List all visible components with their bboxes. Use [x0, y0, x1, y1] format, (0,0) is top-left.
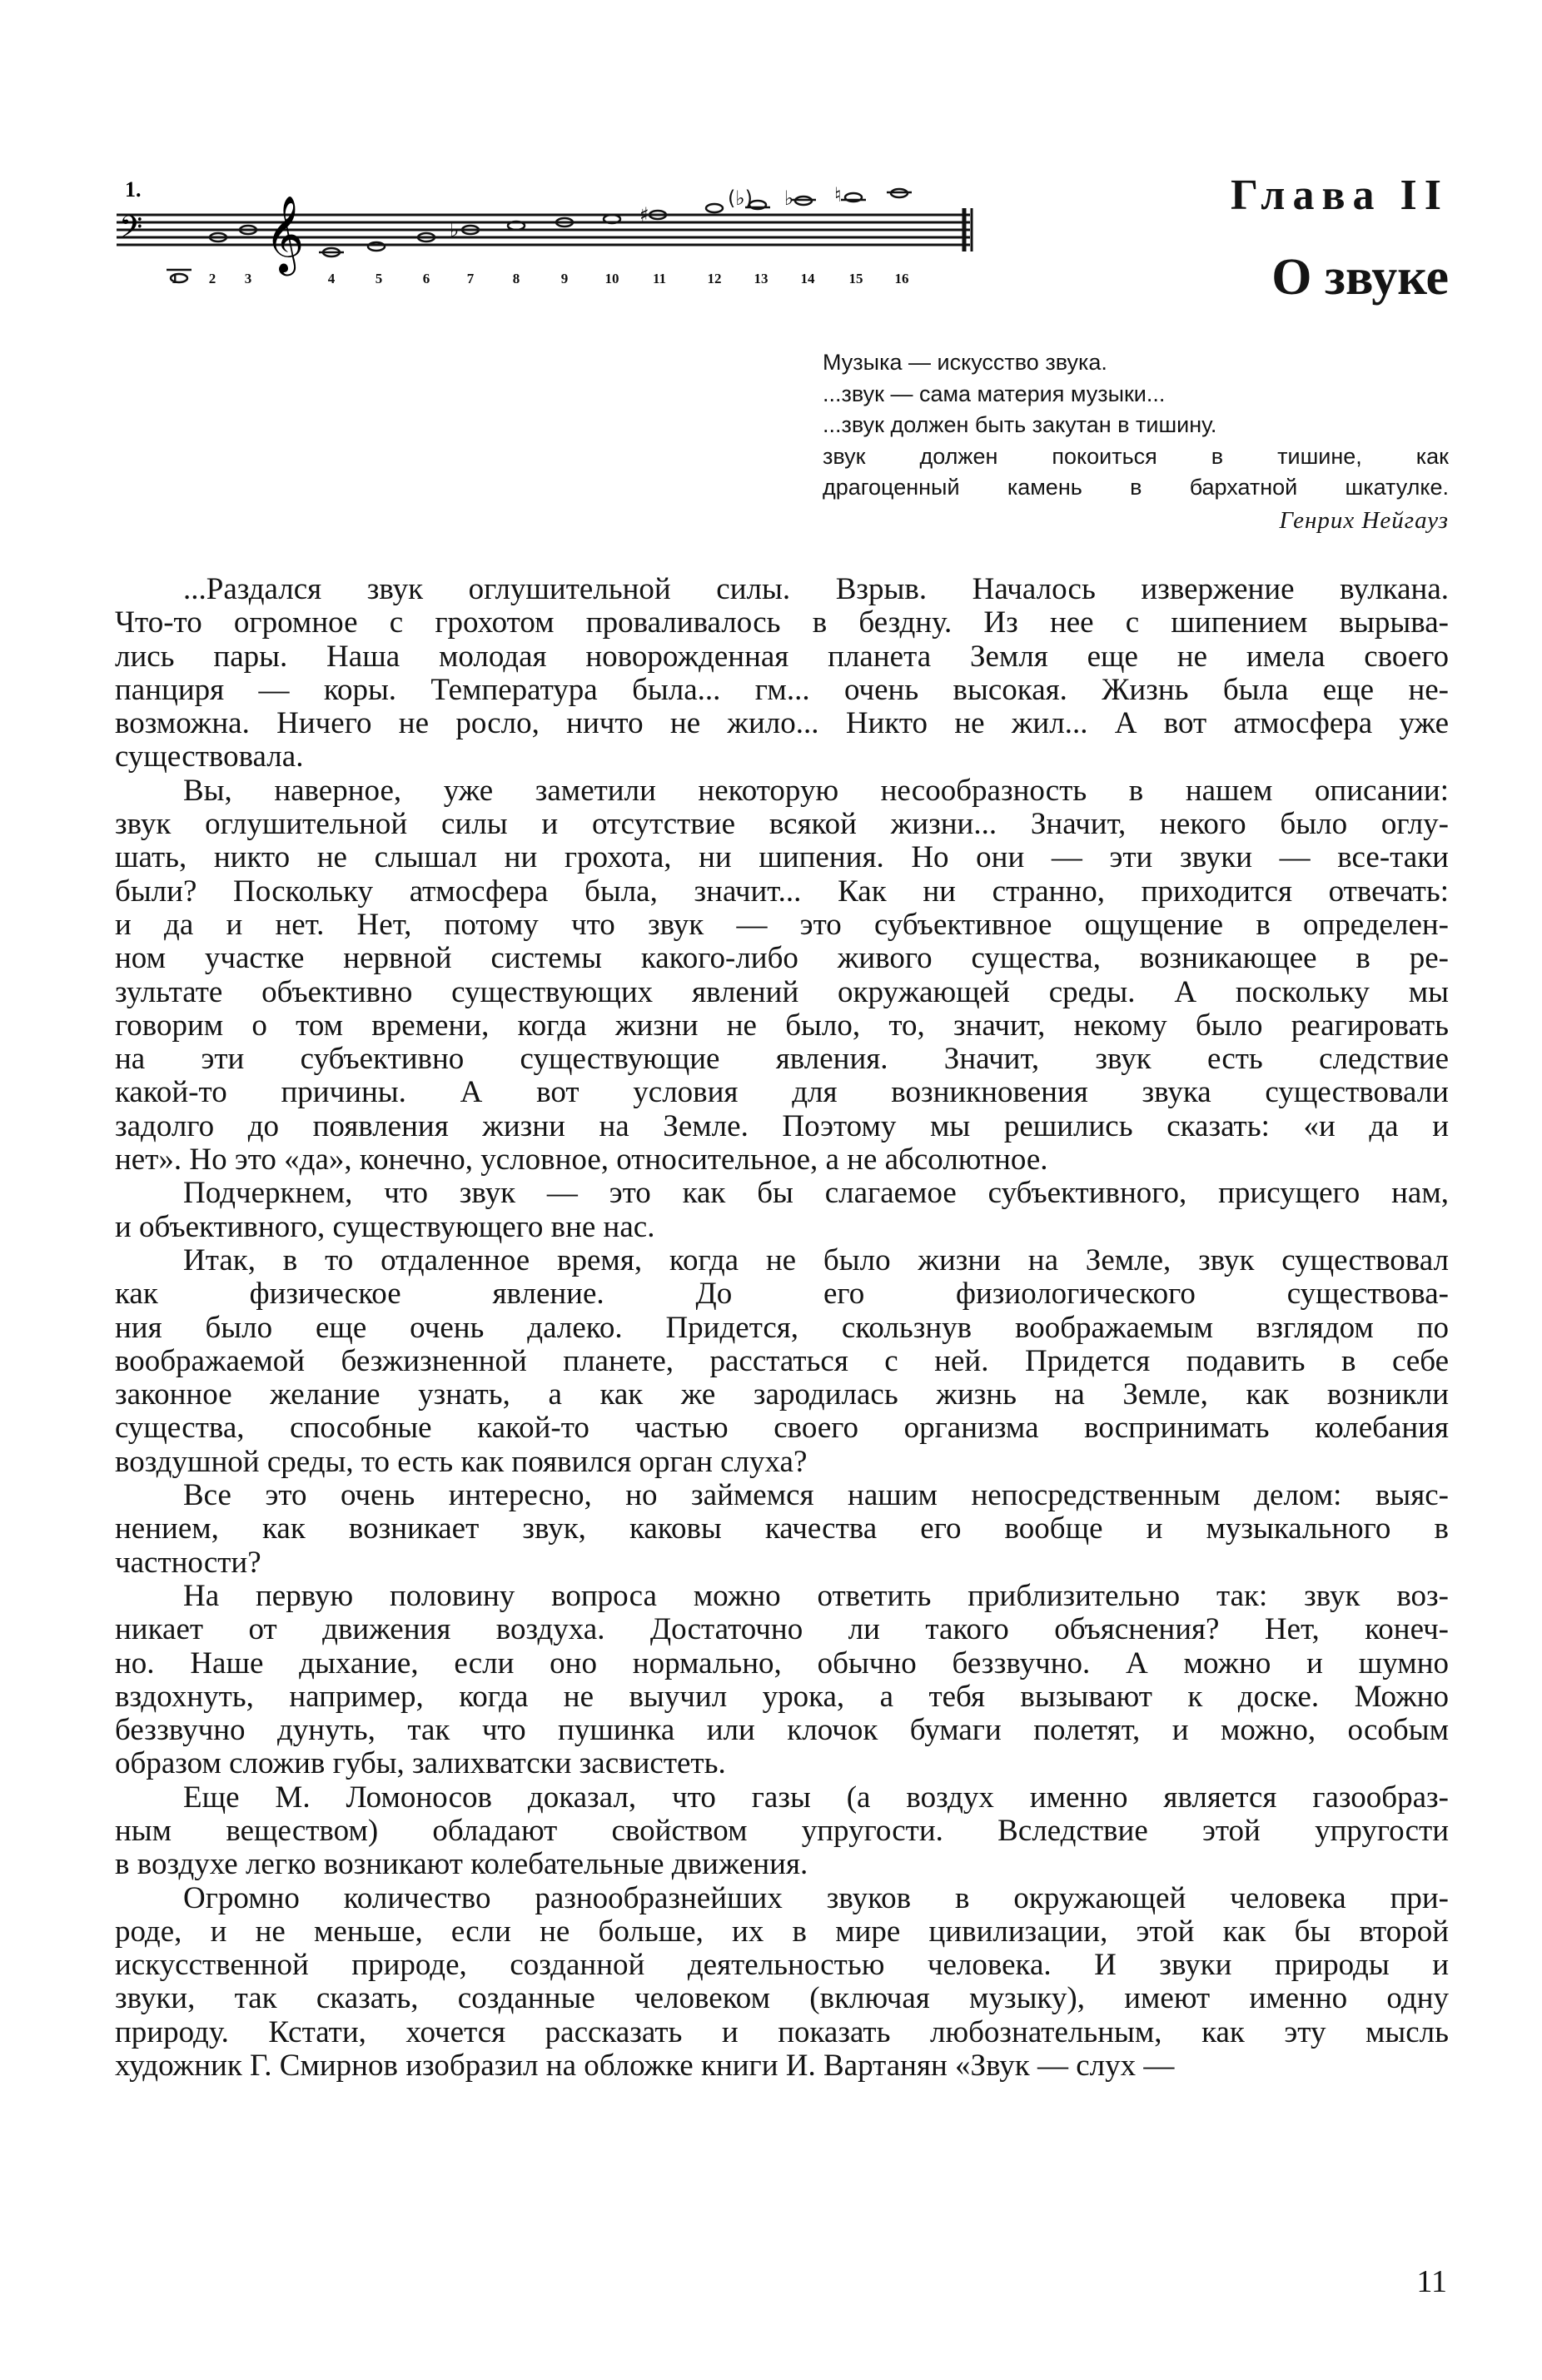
text-line: беззвучно дунуть, так что пушинка или клочок бумаги полетят, и можно, особым	[115, 1713, 1449, 1748]
text-line: на эти субъективно существующие явления. Значит, звук есть следствие	[115, 1042, 1449, 1077]
svg-text:♭: ♭	[450, 218, 460, 241]
treble-clef-icon: 𝄞	[265, 198, 305, 271]
bass-clef-icon: 𝄢	[119, 211, 143, 251]
epigraph-line: звук должен покоиться в тишине, как	[823, 443, 1449, 469]
epigraph	[823, 347, 1449, 536]
text-line: ...Раздался звук оглушительной силы. Взрыв. Началось извержение вулкана.	[183, 572, 1449, 606]
text-line: Вы, наверное, уже заметили некоторую несообразность в нашем описании:	[183, 773, 1449, 808]
text-line: и да и нет. Нет, потому что звук — это субъективное ощущение в определен-	[115, 907, 1449, 942]
note-number: 16	[894, 271, 909, 286]
paragraph	[115, 774, 1449, 1178]
text-line: никает от движения воздуха. Достаточно ли такого объяснения? Нет, конеч-	[115, 1612, 1449, 1647]
text-line: были? Поскольку атмосфера была, значит... Как ни странно, приходится отвечать:	[115, 874, 1449, 909]
chapter-title: О звуке	[1271, 249, 1449, 306]
text-line: и объективного, существующего вне нас.	[115, 1209, 655, 1244]
epigraph-author: Генрих Нейгауз	[1279, 506, 1449, 534]
text-line: воображаемой безжизненной планете, расстаться с ней. Придется подавить в себе	[115, 1343, 1449, 1378]
paragraph	[115, 1781, 1449, 1882]
text-line: в воздухе легко возникают колебательные движения.	[115, 1847, 808, 1882]
epigraph-line: ...звук должен быть закутан в тишину.	[823, 412, 1217, 437]
text-line: законное желание узнать, а как же зародилась жизнь на Земле, как возникли	[115, 1377, 1449, 1412]
note-number: 9	[560, 271, 569, 286]
note-number: 11	[652, 271, 667, 286]
text-line: как физическое явление. До его физиологического существова-	[115, 1277, 1449, 1312]
text-line: воздушной среды, то есть как появился орган слуха?	[115, 1444, 808, 1479]
text-line: звуки, так сказать, созданные человеком (включая музыку), имеют именно одну	[115, 1981, 1449, 2016]
svg-text:(♭): (♭)	[728, 187, 754, 210]
text-line: частности?	[115, 1545, 261, 1580]
text-line: художник Г. Смирнов изобразил на обложке книги И. Вартанян «Звук — слух —	[115, 2049, 1175, 2084]
text-line: Огромно количество разнообразнейших звуков в окружающей человека при-	[183, 1880, 1449, 1915]
note-number: 12	[707, 271, 722, 286]
text-line: Подчеркнем, что звук — это как бы слагаемое субъективного, присущего нам,	[183, 1176, 1449, 1211]
paragraph	[115, 573, 1449, 774]
text-line: вздохнуть, например, когда не выучил урока, а тебя вызывают к доске. Можно	[115, 1679, 1449, 1714]
text-line: искусственной природе, созданной деятельностью человека. И звуки природы и	[115, 1948, 1449, 1983]
text-line: существовала.	[115, 739, 304, 774]
body-text	[115, 573, 1449, 2083]
svg-text:♯: ♯	[639, 203, 649, 227]
text-line: лись пары. Наша молодая новорожденная планета Земля еще не имела своего	[115, 639, 1449, 674]
text-line: какой-то причины. А вот условия для возникновения звука существовали	[115, 1075, 1449, 1110]
paragraph	[115, 1177, 1449, 1244]
text-line: Еще М. Ломоносов доказал, что газы (а воздух именно является газообраз-	[183, 1780, 1449, 1815]
text-line: шать, никто не слышал ни грохота, ни шипения. Но они — эти звуки — все-таки	[115, 840, 1449, 875]
note-number: 2	[208, 271, 216, 286]
text-line: ния было еще очень далеко. Придется, скользнув воображаемым взглядом по	[115, 1310, 1449, 1345]
text-line: ном участке нервной системы какого-либо живого существа, возникающее в ре-	[115, 941, 1449, 976]
note-12	[706, 204, 723, 212]
note-number: 8	[512, 271, 520, 286]
text-line: панциря — коры. Температура была... гм... очень высокая. Жизнь была еще не-	[115, 672, 1449, 707]
text-line: но. Наше дыхание, если оно нормально, обычно беззвучно. А можно и шумно	[115, 1646, 1449, 1680]
epigraph-line: ...звук — сама материя музыки...	[823, 381, 1166, 406]
note-number: 3	[244, 271, 252, 286]
note-number: 1	[171, 271, 179, 286]
note-number: 10	[604, 271, 619, 286]
text-line: звук оглушительной силы и отсутствие всякой жизни... Значит, некого было оглу-	[115, 807, 1449, 842]
text-line: Все это очень интересно, но займемся нашим непосредственным делом: выяс-	[183, 1478, 1449, 1513]
text-line: говорим о том времени, когда жизни не было, то, значит, некому было реагировать	[115, 1008, 1449, 1043]
svg-text:♮: ♮	[834, 183, 842, 207]
text-line: существа, способные какой-то частью своего организма воспринимать колебания	[115, 1411, 1449, 1446]
epigraph-line: драгоценный камень в бархатной шкатулке.	[823, 475, 1449, 500]
note-number-row	[172, 271, 909, 286]
text-line: ным веществом) обладают свойством упругости. Вследствие этой упругости	[115, 1813, 1449, 1848]
text-line: Итак, в то отдаленное время, когда не было жизни на Земле, звук существовал	[183, 1242, 1449, 1277]
svg-text:♭: ♭	[784, 187, 794, 210]
note-number: 15	[848, 271, 863, 286]
page-number: 11	[1416, 2264, 1447, 2299]
paragraph	[115, 1882, 1449, 2084]
paragraph	[115, 1479, 1449, 1580]
staff-number: 1.	[125, 177, 142, 202]
text-line: нением, как возникает звук, каковы качества его вообще и музыкального в	[115, 1511, 1449, 1546]
text-line: На первую половину вопроса можно ответить приблизительно так: звук воз-	[183, 1578, 1449, 1613]
text-line: образом сложив губы, залихватски засвистеть.	[115, 1746, 726, 1781]
note-number: 5	[375, 271, 383, 286]
text-line: роде, и не меньше, если не больше, их в мире цивилизации, этой как бы второй	[115, 1914, 1449, 1949]
note-number: 7	[466, 271, 475, 286]
note-number: 14	[800, 271, 815, 286]
text-line: возможна. Ничего не росло, ничто не жило... Никто не жил... А вот атмосфера уже	[115, 706, 1449, 741]
text-line: зультате объективно существующих явлений окружающей среды. А поскольку мы	[115, 974, 1449, 1009]
note-number: 6	[422, 271, 430, 286]
paragraph	[115, 1244, 1449, 1479]
accidentals	[450, 183, 842, 241]
note-number: 4	[327, 271, 336, 286]
text-line: задолго до появления жизни на Земле. Поэтому мы решились сказать: «и да и	[115, 1108, 1449, 1143]
chapter-label: Глава II	[1231, 172, 1449, 219]
paragraph	[115, 1580, 1449, 1781]
text-line: Что-то огромное с грохотом проваливалось в бездну. Из нее с шипением вырыва-	[115, 605, 1449, 640]
epigraph-line: Музыка — искусство звука.	[823, 350, 1107, 375]
text-line: природу. Кстати, хочется рассказать и показать любознательным, как эту мысль	[115, 2014, 1449, 2049]
staff-lines	[117, 208, 972, 251]
text-line: нет». Но это «да», конечно, условное, относительное, а не абсолютное.	[115, 1143, 1048, 1178]
note-number: 13	[754, 271, 769, 286]
